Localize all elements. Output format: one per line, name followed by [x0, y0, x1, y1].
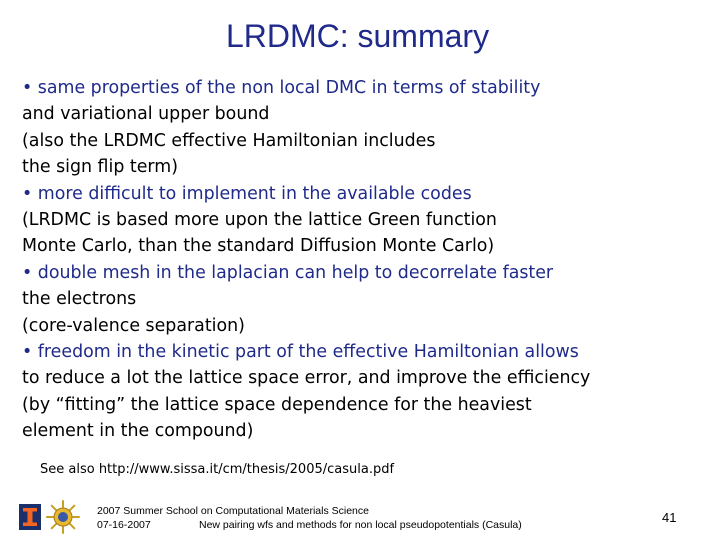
body-line [22, 128, 712, 154]
body-line [22, 286, 712, 312]
body-line [22, 101, 712, 127]
body-text: Monte Carlo, than the standard Diffusion Monte Carlo) [22, 236, 495, 257]
bullet-text: more difficult to implement in the available codes [32, 183, 472, 204]
body-text: element in the compound) [22, 421, 254, 442]
body-line [22, 392, 712, 418]
body-line [22, 313, 712, 339]
body-text: and variational upper bound [22, 104, 270, 125]
see-also-link[interactable]: See also http://www.sissa.it/cm/thesis/2005/casula.pdf [40, 462, 395, 477]
body-text: (LRDMC is based more upon the lattice Green function [22, 210, 497, 231]
body-line [22, 260, 712, 286]
body-line [22, 339, 712, 365]
body-text: (core-valence separation) [22, 315, 245, 336]
bullet-text: same properties of the non local DMC in terms of stability [32, 78, 541, 98]
body-text: (by “fitting” the lattice space dependence for the heaviest [22, 394, 532, 415]
slide-title: LRDMC: summary [225, 18, 490, 54]
body-line [22, 418, 712, 444]
bullet: • [22, 78, 33, 98]
footer-date: 07-16-2007 [97, 519, 151, 531]
footer-talk-title: New pairing wfs and methods for non local pseudopotentials (Casula) [199, 519, 522, 531]
body-line [22, 181, 712, 207]
footer-text [97, 504, 522, 532]
body-text: the electrons [22, 289, 137, 310]
sun-logo-icon [45, 499, 81, 535]
body-line [22, 75, 712, 101]
body-line [22, 365, 712, 391]
bullet-text: freedom in the kinetic part of the effective Hamiltonian allows [32, 342, 579, 363]
body-text: the sign flip term) [22, 157, 178, 178]
footer-event: 2007 Summer School on Computational Materials Science [97, 505, 369, 517]
footer-second-line [97, 518, 522, 532]
body-line [22, 207, 712, 233]
body-text: (also the LRDMC effective Hamiltonian includes [22, 130, 436, 151]
body-line [22, 154, 712, 180]
bullet: • [22, 262, 33, 283]
slide-body [22, 75, 712, 445]
body-text: to reduce a lot the lattice space error, and improve the efficiency [22, 368, 591, 389]
bullet: • [22, 342, 33, 363]
bullet-text: double mesh in the laplacian can help to decorrelate faster [32, 262, 554, 283]
bullet: • [22, 183, 33, 204]
body-line [22, 233, 712, 259]
page-number: 41 [662, 510, 677, 525]
illinois-i-logo-icon [19, 504, 41, 530]
